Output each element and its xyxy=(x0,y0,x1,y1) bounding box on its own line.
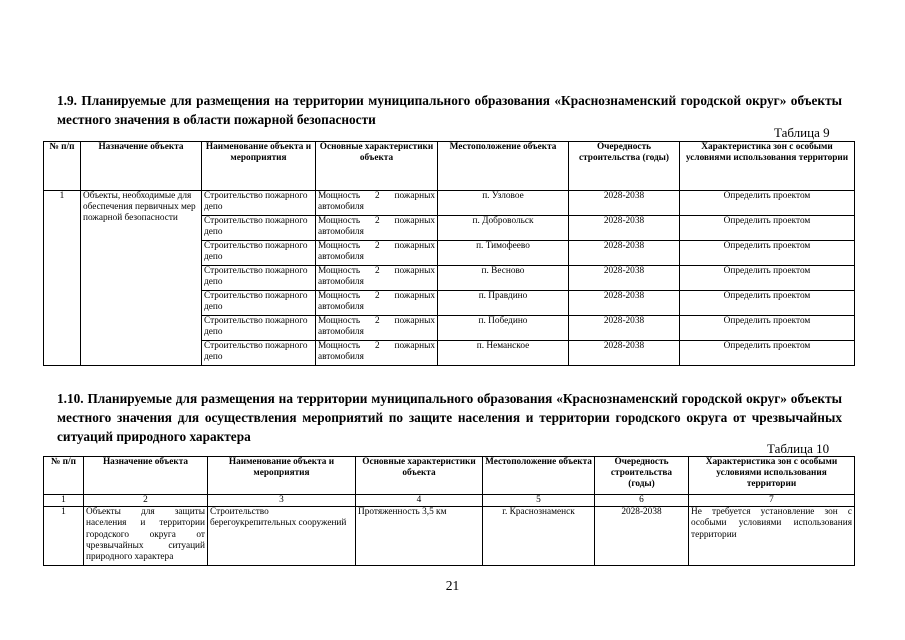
table-9 xyxy=(43,141,855,366)
t9-header-name: Наименование объекта и мероприятия xyxy=(202,142,316,191)
t9-cell-location: п. Добровольск xyxy=(438,216,569,241)
section-heading-1-10: 1.10. Планируемые для размещения на территории муниципального образования «Краснознаменский городской округ» объекты местного значения для осуществления мероприятий по защите населения и территории городского округа от чрезвычайных ситуаций природного характера xyxy=(57,391,842,444)
col-number: 7 xyxy=(689,495,855,507)
t9-cell-spec: Мощность 2 пожарных автомобиля xyxy=(316,191,438,216)
t9-cell-spec: Мощность 2 пожарных автомобиля xyxy=(316,241,438,266)
t9-cell-period: 2028-2038 xyxy=(569,316,680,341)
page-number: 21 xyxy=(445,578,460,593)
t9-cell-period: 2028-2038 xyxy=(569,241,680,266)
t9-cell-spec: Мощность 2 пожарных автомобиля xyxy=(316,316,438,341)
t10-header-period: Очередность строительства (годы) xyxy=(595,457,689,495)
t9-cell-zone: Определить проектом xyxy=(680,241,855,266)
t9-header-num: № п/п xyxy=(44,142,81,191)
col-number: 1 xyxy=(44,495,84,507)
t9-cell-name: Строительство пожарного депо xyxy=(202,266,316,291)
t9-cell-name: Строительство пожарного депо xyxy=(202,241,316,266)
table-row xyxy=(44,191,855,216)
t9-cell-location: п. Победино xyxy=(438,316,569,341)
table-10 xyxy=(43,456,855,566)
t9-cell-spec: Мощность 2 пожарных автомобиля xyxy=(316,341,438,366)
t10-header-location: Местоположение объекта xyxy=(483,457,595,495)
col-number: 5 xyxy=(483,495,595,507)
t9-cell-period: 2028-2038 xyxy=(569,191,680,216)
t10-header-zone: Характеристика зон с особыми условиями использования территории xyxy=(689,457,855,495)
column-number-row xyxy=(44,495,855,507)
t9-cell-zone: Определить проектом xyxy=(680,291,855,316)
t9-header-spec: Основные характеристики объекта xyxy=(316,142,438,191)
t9-cell-name: Строительство пожарного депо xyxy=(202,316,316,341)
t9-cell-zone: Определить проектом xyxy=(680,216,855,241)
t9-cell-zone: Определить проектом xyxy=(680,266,855,291)
t9-cell-spec: Мощность 2 пожарных автомобиля xyxy=(316,266,438,291)
t9-cell-spec: Мощность 2 пожарных автомобиля xyxy=(316,291,438,316)
t9-cell-location: п. Неманское xyxy=(438,341,569,366)
section-heading-1-9: 1.9. Планируемые для размещения на территории муниципального образования «Краснознаменский городской округ» объекты местного значения в области пожарной безопасности xyxy=(57,93,842,127)
t9-cell-name: Строительство пожарного депо xyxy=(202,191,316,216)
table-10-caption: Таблица 10 xyxy=(767,441,830,456)
t9-row-purpose: Объекты, необходимые для обеспечения первичных мер пожарной безопасности xyxy=(81,191,202,366)
t10-header-purpose: Назначение объекта xyxy=(84,457,208,495)
t10-header-num: № п/п xyxy=(44,457,84,495)
t10-cell-name: Строительство берегоукрепительных сооружений xyxy=(208,507,356,566)
t10-header-name: Наименование объекта и мероприятия xyxy=(208,457,356,495)
t9-cell-period: 2028-2038 xyxy=(569,341,680,366)
t9-cell-zone: Определить проектом xyxy=(680,316,855,341)
t9-cell-period: 2028-2038 xyxy=(569,291,680,316)
t9-cell-spec: Мощность 2 пожарных автомобиля xyxy=(316,216,438,241)
t9-cell-name: Строительство пожарного депо xyxy=(202,341,316,366)
t9-cell-name: Строительство пожарного депо xyxy=(202,216,316,241)
table-row xyxy=(44,507,855,566)
t9-header-purpose: Назначение объекта xyxy=(81,142,202,191)
col-number: 6 xyxy=(595,495,689,507)
t9-cell-location: п. Правдино xyxy=(438,291,569,316)
t9-cell-zone: Определить проектом xyxy=(680,341,855,366)
t9-cell-name: Строительство пожарного депо xyxy=(202,291,316,316)
t10-cell-zone: Не требуется установление зон с особыми условиями использования территории xyxy=(689,507,855,566)
col-number: 4 xyxy=(356,495,483,507)
t9-cell-location: п. Тимофеево xyxy=(438,241,569,266)
t10-header-spec: Основные характеристики объекта xyxy=(356,457,483,495)
col-number: 2 xyxy=(84,495,208,507)
t10-cell-purpose: Объекты для защиты населения и территории городского округа от чрезвычайных ситуаций природного характера xyxy=(84,507,208,566)
t9-cell-period: 2028-2038 xyxy=(569,216,680,241)
t10-cell-location: г. Краснознаменск xyxy=(483,507,595,566)
col-number: 3 xyxy=(208,495,356,507)
table-9-caption: Таблица 9 xyxy=(774,125,830,140)
t10-row-num: 1 xyxy=(44,507,84,566)
t9-header-zone: Характеристика зон с особыми условиями использования территории xyxy=(680,142,855,191)
t9-header-location: Местоположение объекта xyxy=(438,142,569,191)
t10-cell-period: 2028-2038 xyxy=(595,507,689,566)
t9-cell-zone: Определить проектом xyxy=(680,191,855,216)
t9-cell-period: 2028-2038 xyxy=(569,266,680,291)
t10-cell-spec: Протяженность 3,5 км xyxy=(356,507,483,566)
t9-row-num: 1 xyxy=(44,191,81,366)
t9-cell-location: п. Узловое xyxy=(438,191,569,216)
t9-cell-location: п. Весново xyxy=(438,266,569,291)
t9-header-period: Очередность строительства (годы) xyxy=(569,142,680,191)
